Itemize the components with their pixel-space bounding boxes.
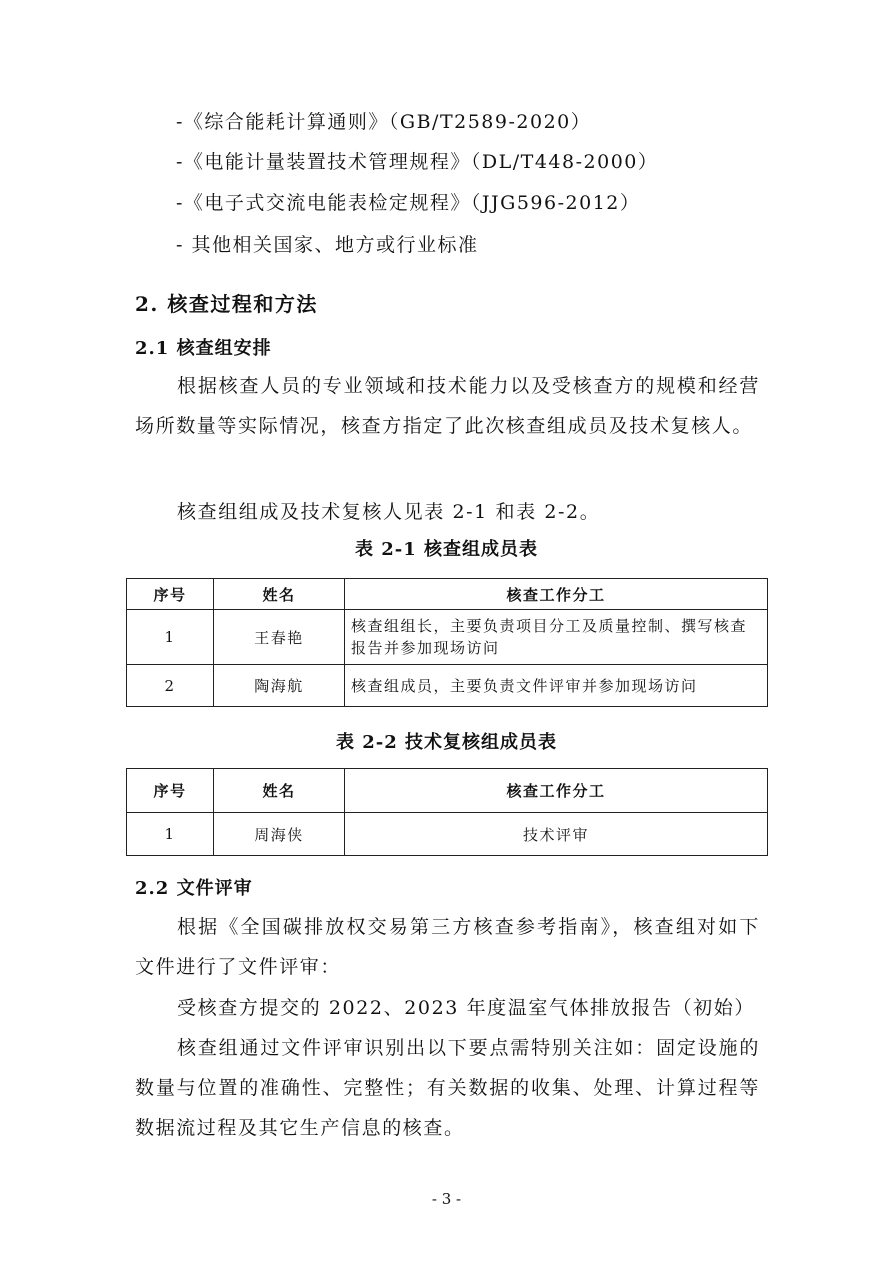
reference-item: -《综合能耗计算通则》（GB/T2589-2020） bbox=[176, 111, 592, 133]
table-cell: 1 bbox=[127, 813, 214, 856]
column-header: 姓名 bbox=[214, 579, 345, 610]
column-header: 姓名 bbox=[214, 769, 345, 813]
paragraph: 根据《全国碳排放权交易第三方核查参考指南》，核查组对如下文件进行了文件评审： bbox=[135, 916, 760, 978]
table-header-row bbox=[127, 579, 768, 610]
table-cell: 1 bbox=[127, 610, 214, 665]
paragraph: 根据核查人员的专业领域和技术能力以及受核查方的规模和经营场所数量等实际情况，核查方指定了此次核查组成员及技术复核人。 bbox=[135, 375, 760, 437]
table-cell: 技术评审 bbox=[345, 813, 768, 856]
page-number: - 3 - bbox=[431, 1190, 462, 1208]
column-header: 序号 bbox=[127, 579, 214, 610]
table-cell: 周海侠 bbox=[214, 813, 345, 856]
paragraph: 核查组组成及技术复核人见表 2-1 和表 2-2。 bbox=[177, 501, 601, 523]
table-row bbox=[127, 610, 768, 665]
table-caption: 表 2-1 核查组成员表 bbox=[354, 539, 539, 560]
reference-item: -《电子式交流电能表检定规程》（JJG596-2012） bbox=[176, 192, 641, 214]
subsection-heading: 2.1 核查组安排 bbox=[135, 338, 272, 359]
column-header: 核查工作分工 bbox=[345, 579, 768, 610]
tech-review-table bbox=[126, 768, 768, 856]
table-header-row bbox=[127, 769, 768, 813]
table-cell: 核查组组长，主要负责项目分工及质量控制、撰写核查报告并参加现场访问 bbox=[345, 610, 768, 665]
subsection-heading: 2.2 文件评审 bbox=[135, 878, 253, 899]
column-header: 序号 bbox=[127, 769, 214, 813]
paragraph: 受核查方提交的 2022、2023 年度温室气体排放报告（初始） bbox=[177, 997, 755, 1019]
reference-item: -《电能计量装置技术管理规程》（DL/T448-2000） bbox=[176, 151, 659, 173]
reference-item: - 其他相关国家、地方或行业标准 bbox=[176, 234, 479, 256]
table-cell: 陶海航 bbox=[214, 665, 345, 707]
table-cell: 王春艳 bbox=[214, 610, 345, 665]
section-heading: 2. 核查过程和方法 bbox=[135, 292, 318, 316]
table-caption: 表 2-2 技术复核组成员表 bbox=[335, 732, 558, 753]
table-row bbox=[127, 813, 768, 856]
table-row bbox=[127, 665, 768, 707]
table-cell: 2 bbox=[127, 665, 214, 707]
team-members-table bbox=[126, 578, 768, 707]
table-cell: 核查组成员，主要负责文件评审并参加现场访问 bbox=[345, 665, 768, 707]
column-header: 核查工作分工 bbox=[345, 769, 768, 813]
paragraph: 核查组通过文件评审识别出以下要点需特别关注如：固定设施的数量与位置的准确性、完整性；有关数据的收集、处理、计算过程等数据流过程及其它生产信息的核查。 bbox=[135, 1037, 760, 1139]
